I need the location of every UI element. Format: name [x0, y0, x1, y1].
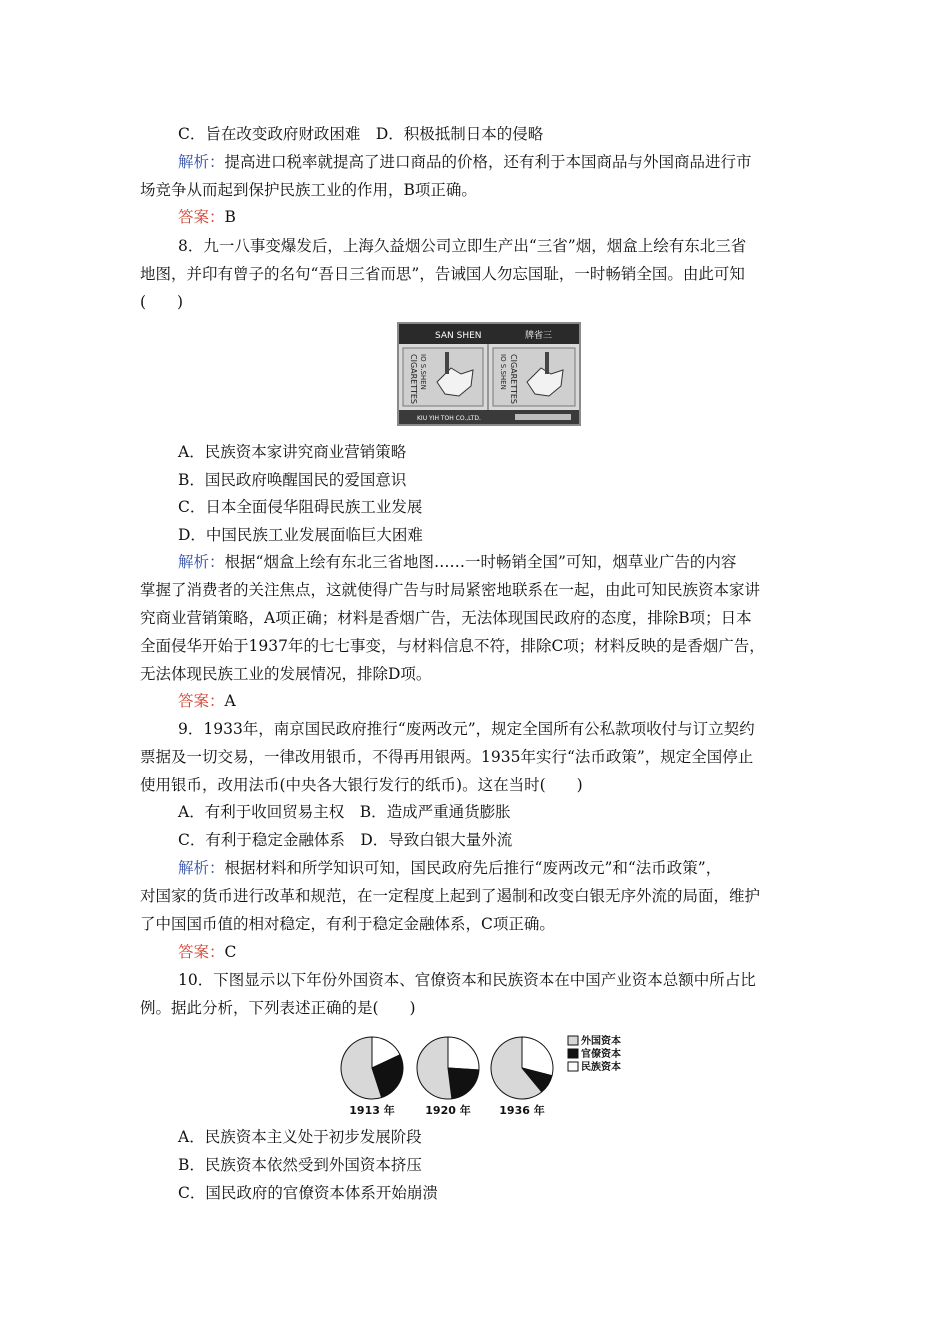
line-12: 掌握了消费者的关注焦点，这就使得广告与时局紧密地联系在一起，由此可知民族资本家讲 [140, 581, 761, 599]
line-15: 无法体现民族工业的发展情况，排除D项。 [140, 665, 432, 683]
line-16: 答案：A [178, 692, 236, 710]
pie-slice [417, 1037, 452, 1099]
line-26: 10．下图显示以下年份外国资本、官僚资本和民族资本在中国产业资本总额中所占比 [178, 971, 756, 989]
line-2: 场竞争从而起到保护民族工业的作用，B项正确。 [140, 181, 477, 199]
cigarette-box-figure [397, 322, 581, 426]
line-5: 地图，并印有曾子的名句“吾日三省而思”，告诫国人勿忘国耻，一时畅销全国。由此可知 [140, 265, 745, 283]
pie-chart-svg [336, 1034, 646, 1120]
line-13: 究商业营销策略，A项正确；材料是香烟广告，无法体现国民政府的态度，排除B项；日本 [140, 609, 752, 627]
line-18: 票据及一切交易，一律改用银币，不得再用银两。1935年实行“法币政策”，规定全国停止 [140, 748, 754, 766]
pie-slice [448, 1068, 479, 1099]
line-25: 答案：C [178, 943, 237, 961]
line-29: B．民族资本依然受到外国资本挤压 [178, 1156, 422, 1174]
cigarette-box-svg [397, 322, 581, 426]
right-side-text-2: IO S.SHEN [499, 354, 507, 390]
line-1: 解析：提高进口税率就提高了进口商品的价格，还有利于本国商品与外国商品进行市 [178, 153, 752, 171]
left-panel [403, 348, 483, 406]
legend-label: 外国资本 [581, 1036, 621, 1047]
pie-chart-figure [336, 1034, 646, 1120]
line-4: 8．九一八事变爆发后，上海久益烟公司立即生产出“三省”烟，烟盒上绘有东北三省 [178, 237, 747, 255]
line-19: 使用银币，改用法币(中央各大银行发行的纸币)。这在当时( ) [140, 776, 583, 794]
brand-en-text: SAN SHEN [435, 331, 482, 341]
line-27: 例。据此分析，下列表述正确的是( ) [140, 999, 416, 1017]
line-23: 对国家的货币进行改革和规范，在一定程度上起到了遏制和改变白银无序外流的局面，维护 [140, 887, 761, 905]
pie-year-label: 1936 年 [499, 1104, 545, 1117]
line-0: C．旨在改变政府财政困难 D．积极抵制日本的侵略 [178, 125, 544, 143]
legend-label: 官僚资本 [581, 1049, 621, 1060]
company-text: KIU YIH TOH CO.,LTD. [417, 415, 481, 422]
legend-label: 民族资本 [581, 1062, 621, 1073]
pie-year-label: 1920 年 [425, 1104, 471, 1117]
pie-slice [448, 1037, 479, 1070]
answer-label: 答案： [178, 208, 225, 226]
line-11: 解析：根据“烟盒上绘有东北三省地图……一时畅销全国”可知，烟草业广告的内容 [178, 553, 737, 571]
analysis-label: 解析： [178, 859, 225, 877]
left-side-text: CIGARETTES [409, 354, 418, 404]
legend-swatch [568, 1036, 578, 1045]
line-20: A．有利于收回贸易主权 B．造成严重通货膨胀 [178, 803, 511, 821]
line-17: 9．1933年，南京国民政府推行“废两改元”，规定全国所有公私款项收付与订立契约 [178, 720, 755, 738]
line-28: A．民族资本主义处于初步发展阶段 [178, 1128, 422, 1146]
analysis-label: 解析： [178, 553, 225, 571]
analysis-label: 解析： [178, 153, 225, 171]
line-8: B．国民政府唤醒国民的爱国意识 [178, 471, 407, 489]
line-22: 解析：根据材料和所学知识可知，国民政府先后推行“废两改元”和“法币政策”， [178, 859, 722, 877]
pie-year-label: 1913 年 [349, 1104, 395, 1117]
line-30: C．国民政府的官僚资本体系开始崩溃 [178, 1184, 438, 1202]
left-side-text-2: IO S.SHEN [419, 354, 427, 390]
line-21: C．有利于稳定金融体系 D．导致白银大量外流 [178, 831, 513, 849]
answer-label: 答案： [178, 692, 225, 710]
line-9: C．日本全面侵华阻碍民族工业发展 [178, 498, 423, 516]
line-7: A．民族资本家讲究商业营销策略 [178, 443, 407, 461]
legend-swatch [568, 1049, 578, 1058]
legend-swatch [568, 1062, 578, 1071]
line-3: 答案：B [178, 208, 236, 226]
line-24: 了中国国币值的相对稳定，有利于稳定金融体系，C项正确。 [140, 915, 555, 933]
right-panel [493, 348, 575, 406]
line-10: D．中国民族工业发展面临巨大困难 [178, 526, 423, 544]
brand-cn-text: 牌省三 [525, 331, 553, 341]
answer-label: 答案： [178, 943, 225, 961]
line-14: 全面侵华开始于1937年的七七事变，与材料信息不符，排除C项；材料反映的是香烟广告， [140, 637, 765, 655]
right-side-text: CIGARETTES [509, 354, 518, 404]
line-6: ( ) [140, 293, 184, 311]
